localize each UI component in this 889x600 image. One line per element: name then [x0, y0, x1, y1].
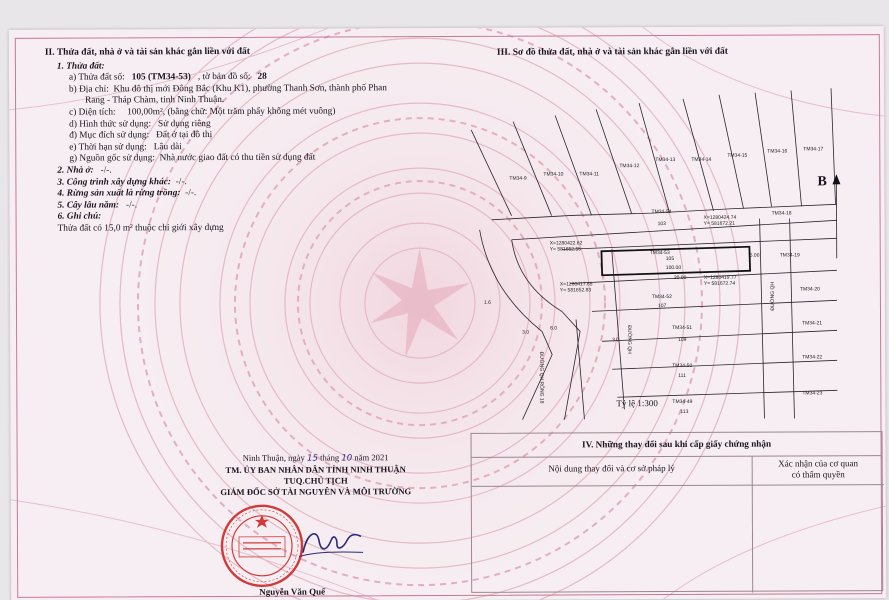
item1-title: 1. Thửa đất: — [56, 61, 105, 72]
usage-origin-value: Nhà nước giao đất có thu tiền sử dụng đất — [159, 152, 316, 164]
section-iv-title: IV. Những thay đổi sau khi cấp giấy chứng nhận — [472, 432, 882, 458]
coord-label: X=1280417.65 — [559, 281, 593, 288]
perennial-row: 5. Cây lâu năm: -/-. — [57, 200, 138, 211]
road-label: ĐƯỜNG QH — [769, 282, 776, 311]
coord-label: X=1280424.74 — [703, 214, 737, 221]
lot-label: TM34-18 — [771, 210, 792, 217]
section-ii-title: II. Thửa đất, nhà ở và tài sản khác gắn liền với đất — [44, 46, 250, 58]
address-value: Khu đô thị mới Đông Bắc (Khu K1), phường Thanh Sơn, thành phố Phan — [113, 83, 387, 95]
signer-title: GIÁM ĐỐC SỞ TÀI NGUYÊN VÀ MÔI TRƯỜNG — [220, 486, 412, 497]
lot-label: TM34-10 — [543, 171, 564, 178]
dim-label: 3.0 — [522, 329, 530, 336]
lot-label: TM34-21 — [802, 320, 823, 327]
signer-name: Nguyễn Văn Quế — [259, 586, 326, 597]
lot-label: 105 — [665, 256, 675, 263]
changes-table — [471, 431, 884, 593]
lot-label: TM34-12 — [619, 163, 640, 170]
handwritten-signature-icon — [297, 522, 367, 562]
forest-row: 4. Rừng sản xuất là rừng trồng: -/-. — [57, 188, 197, 199]
north-label: B — [817, 174, 827, 190]
coord-label: Y= 581672.74 — [703, 280, 736, 287]
dim-label: 6.0 — [550, 325, 558, 332]
lot-label: TM34-50 — [672, 362, 693, 370]
changes-col-confirm: Xác nhận của cơ quan có thẩm quyền — [752, 456, 884, 485]
map-scale: Tỷ lệ 1:300 — [616, 398, 658, 409]
usage-origin-row: g) Nguồn gốc sử dụng: Nhà nước giao đất có thu tiền sử dụng đất — [69, 152, 316, 164]
lot-label: TM34-54 — [651, 209, 672, 216]
lot-label: TM34-23 — [802, 390, 823, 397]
usage-purpose-value: Đất ở tại đô thị — [156, 130, 213, 141]
changes-col-content: Nội dung thay đổi và cơ sở pháp lý — [548, 463, 675, 474]
usage-form-row: d) Hình thức sử dụng: Sử dụng riêng — [69, 118, 211, 130]
lot-label: 107 — [657, 303, 667, 310]
area-label: 100.00 — [665, 264, 682, 272]
signature-block — [201, 452, 431, 498]
area-row: c) Diện tích: 100,00m², (bằng chữ: Một trăm phẩy không mét vuông) — [69, 106, 336, 118]
lot-label: TM34-53 — [649, 250, 670, 257]
address-row-2: Rang - Tháp Chàm, tỉnh Ninh Thuận. — [85, 95, 225, 106]
house-row: 2. Nhà ở: -/-. — [57, 165, 112, 176]
usage-term-value: Lâu dài — [153, 141, 182, 153]
lot-label: 111 — [678, 372, 686, 379]
coord-label: Y= 581672.21 — [703, 220, 735, 227]
coord-label: Y= 581652.83 — [559, 287, 592, 294]
signer-authority: TUQ.CHỦ TỊCH — [283, 475, 348, 486]
lot-label: 109 — [678, 336, 687, 343]
map-sheet-number: 28 — [257, 71, 267, 83]
lot-label: 103 — [657, 221, 666, 228]
lot-label: 113 — [680, 408, 689, 415]
signer-org: TM. ỦY BAN NHÂN DÂN TỈNH NINH THUẬN — [225, 464, 406, 475]
lot-label: TM34-14 — [691, 156, 712, 163]
coord-label: Y= 581652.55 — [549, 246, 582, 253]
lot-label: TM34-52 — [651, 294, 672, 301]
lot-label: TM34-20 — [799, 286, 820, 293]
usage-purpose-row: đ) Mục đích sử dụng: Đất ở tại đô thị — [69, 130, 213, 141]
official-seal-icon — [219, 503, 305, 589]
land-info-section — [45, 46, 466, 235]
coord-label: X=1280419.77 — [703, 274, 737, 281]
lot-label: TM34-9 — [509, 175, 527, 182]
note-value: Thửa đất có 15,0 m² thuộc chỉ giới xây dựng — [57, 222, 224, 234]
road-label: ĐƯỜNG QH — [626, 325, 633, 354]
coord-label: X=1280422.62 — [549, 240, 583, 247]
lot-label: TM34-16 — [767, 148, 788, 155]
issue-date: Ninh Thuận, ngày 15 tháng 10 năm 2021 — [242, 452, 389, 464]
lot-label: TM34-22 — [802, 354, 823, 361]
lot-label: TM34-11 — [579, 171, 600, 178]
certificate-page — [9, 26, 886, 600]
construction-row: 3. Công trình xây dựng khác: -/-. — [57, 176, 187, 188]
road-label: ĐƯỜNG QH RỘNG 18 — [538, 351, 545, 404]
dim-label: 1.6 — [483, 299, 491, 306]
lot-label: TM34-19 — [779, 252, 800, 259]
parcel-number-row: a) Thửa đất số: 105 (TM34-53) , tờ bản đồ số: 28 — [68, 71, 267, 83]
north-arrow-icon — [832, 174, 840, 184]
area-value: 100,00m², (bằng chữ: Một trăm phẩy không mét vuông) — [127, 106, 336, 118]
dim-label: 20.00 — [673, 274, 687, 282]
lot-label: TM34-49 — [672, 398, 693, 406]
dim-label: 3.0 — [612, 337, 620, 344]
note-title: 6. Ghi chú: — [57, 211, 102, 223]
lot-label: TM34-51 — [672, 324, 693, 332]
usage-term-row: e) Thời hạn sử dụng: Lâu dài — [69, 141, 182, 153]
table-divider — [472, 484, 884, 487]
lot-label: TM34-13 — [655, 157, 676, 164]
parcel-diagram — [451, 78, 842, 420]
lot-label: TM34-15 — [727, 152, 748, 159]
table-divider — [752, 485, 753, 593]
lot-label: TM34-17 — [803, 146, 824, 153]
parcel-number: 105 (TM34-53) — [131, 72, 191, 83]
dim-label: 5.00 — [749, 252, 760, 259]
section-iii-title: III. Sơ đồ thửa đất, nhà ở và tài sản khác gắn liền với đất — [496, 46, 728, 58]
address-row: b) Địa chỉ: Khu đô thị mới Đông Bắc (Khu K1), phường Thanh Sơn, thành phố Phan — [68, 83, 387, 95]
usage-form-value: Sử dụng riêng — [158, 118, 211, 129]
